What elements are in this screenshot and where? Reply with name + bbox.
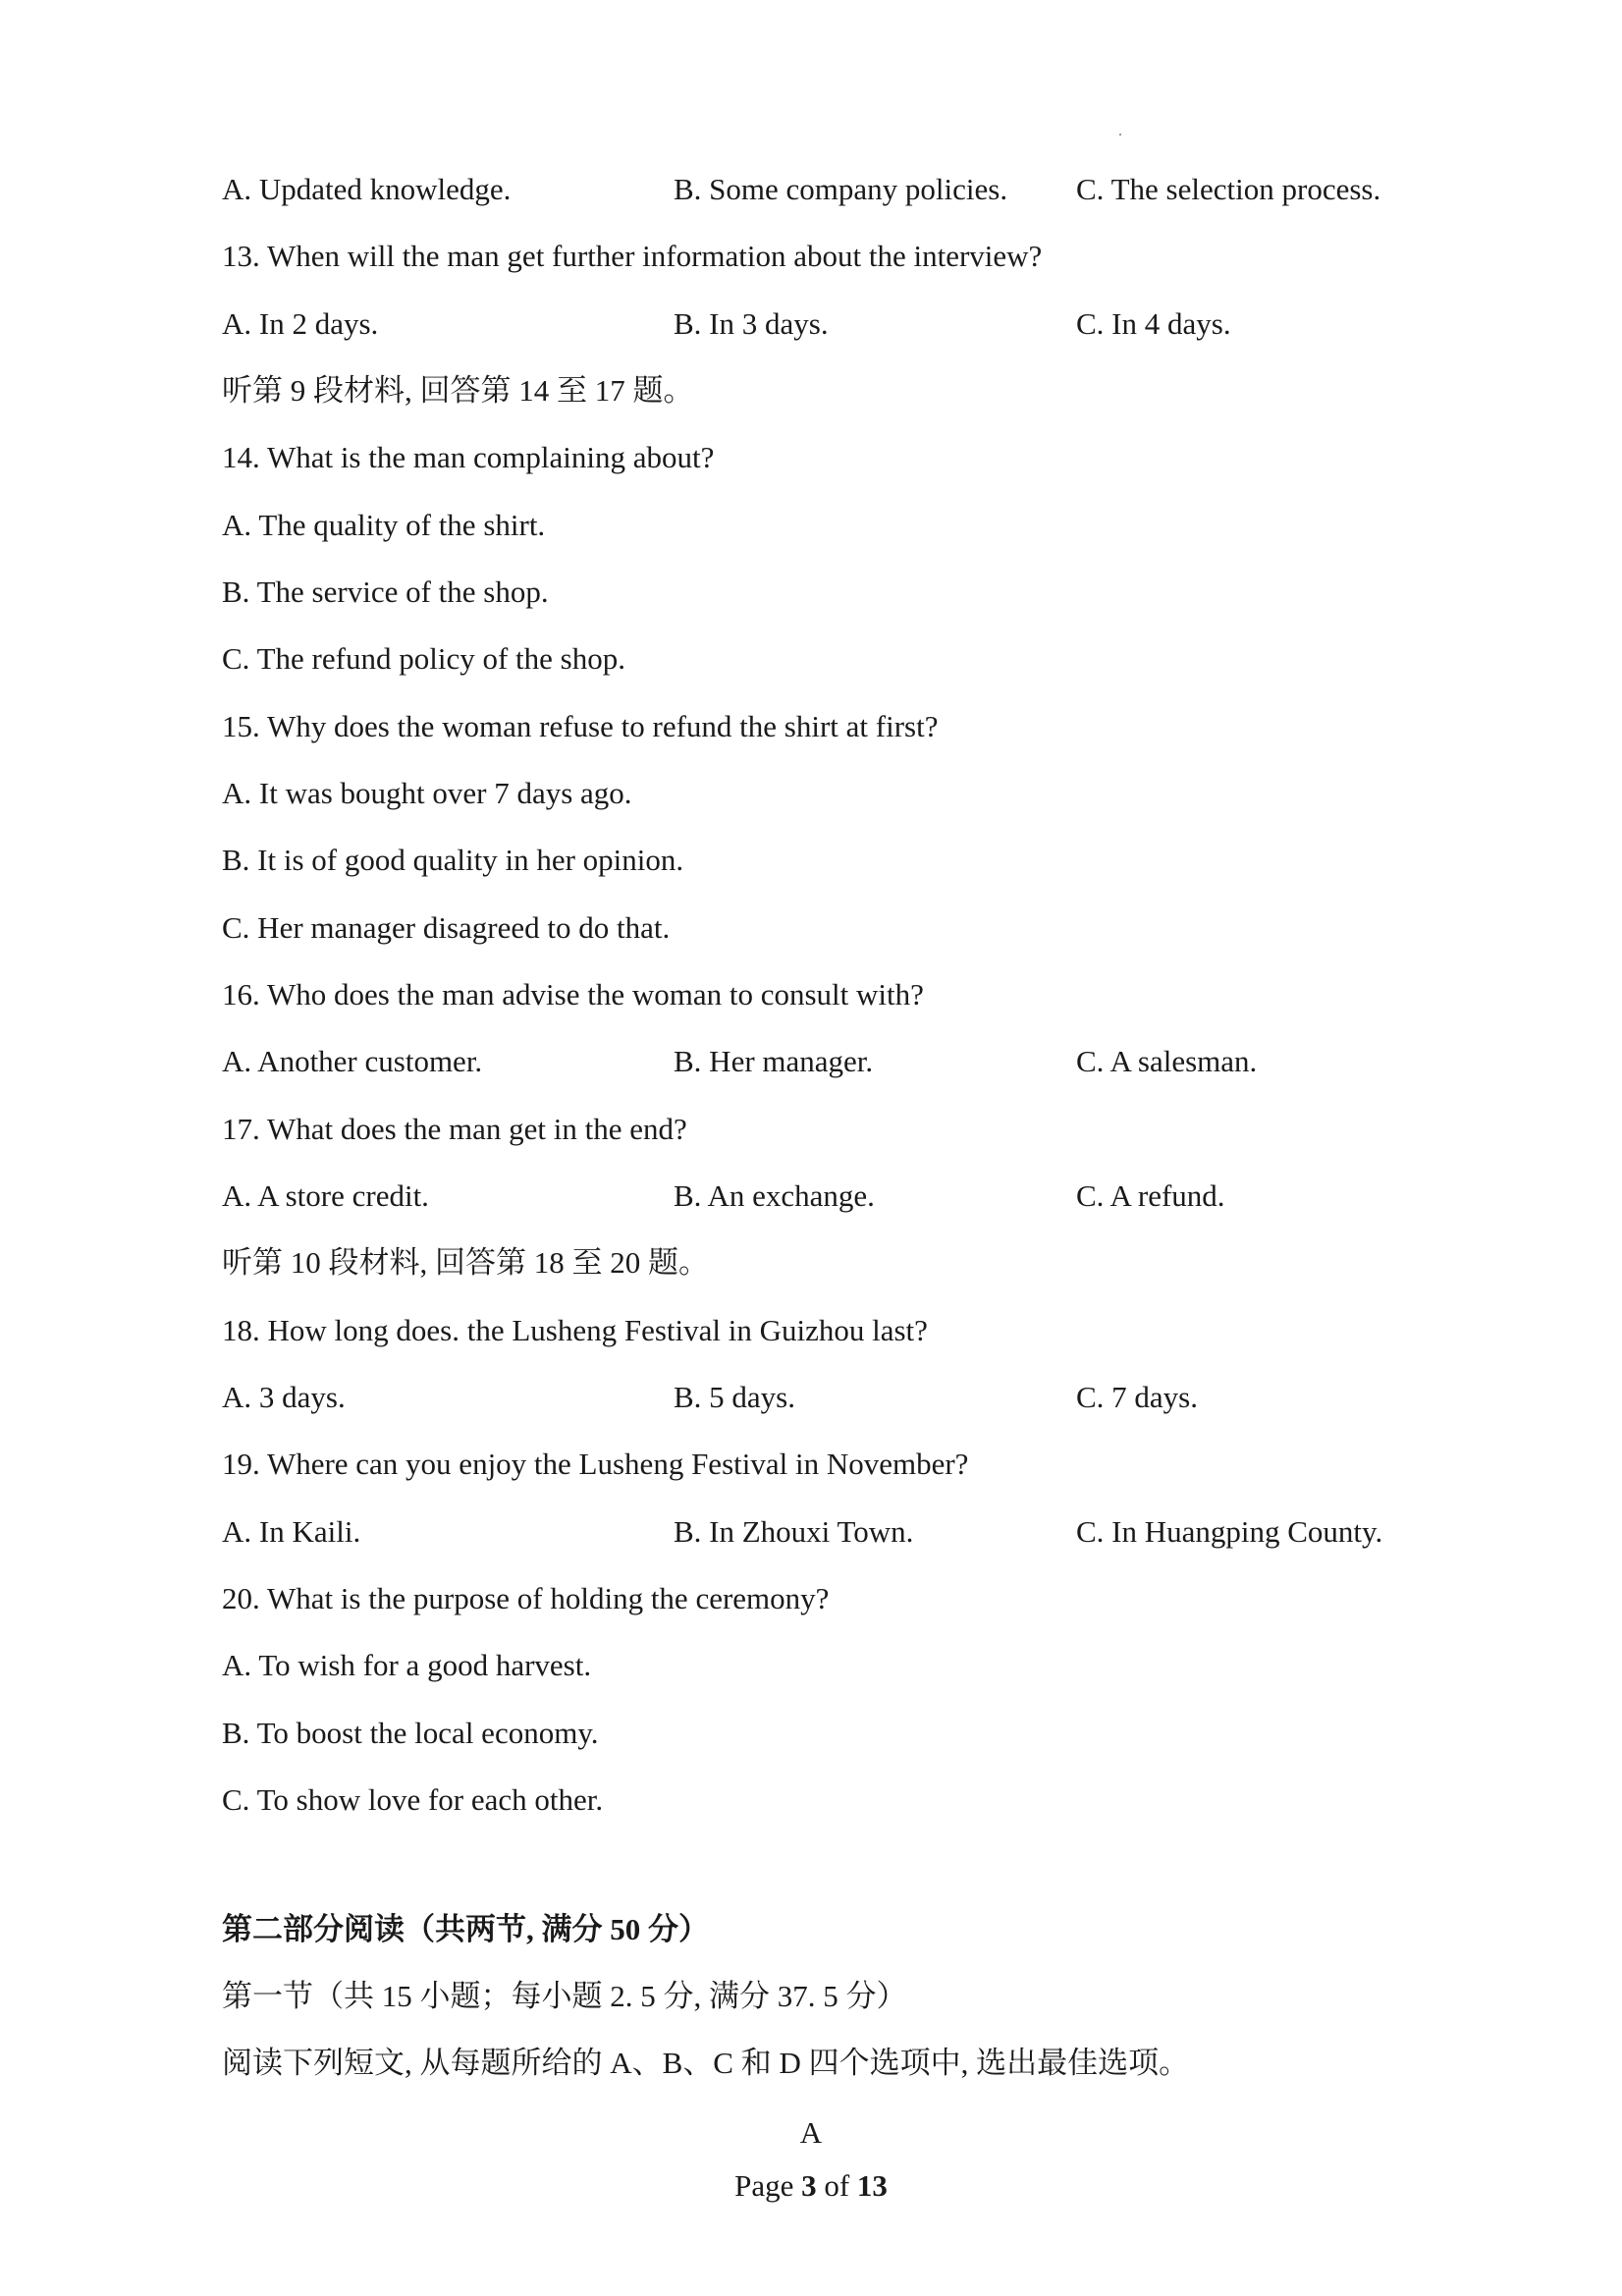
- section-1-heading: 第一节（共 15 小题；每小题 2. 5 分, 满分 37. 5 分）: [222, 1979, 907, 2013]
- page-footer: [0, 2166, 1622, 2206]
- page-number: 3: [801, 2168, 817, 2203]
- q15-question: 15. Why does the woman refuse to refund the shirt at first?: [222, 709, 939, 743]
- page-word: Page: [734, 2168, 794, 2203]
- q17-question: 17. What does the man get in the end?: [222, 1112, 687, 1146]
- section-9-instruction: 听第 9 段材料, 回答第 14 至 17 题。: [222, 373, 694, 408]
- q13-question: 13. When will the man get further information about the interview?: [222, 239, 1043, 273]
- q19-option-a: A. In Kaili.: [222, 1514, 361, 1549]
- q17-option-a: A. A store credit.: [222, 1178, 429, 1213]
- q14-option-a: A. The quality of the shirt.: [222, 508, 546, 542]
- scan-speck: [1119, 134, 1121, 136]
- q18-question: 18. How long does. the Lusheng Festival in Guizhou last?: [222, 1313, 928, 1347]
- section-10-instruction: 听第 10 段材料, 回答第 18 至 20 题。: [222, 1245, 709, 1280]
- q12-option-a: A. Updated knowledge.: [222, 172, 512, 206]
- q13-option-b: B. In 3 days.: [674, 306, 829, 341]
- q12-option-b: B. Some company policies.: [674, 172, 1008, 206]
- q19-option-c: C. In Huangping County.: [1076, 1514, 1383, 1549]
- part-2-heading: 第二部分阅读（共两节, 满分 50 分）: [222, 1912, 709, 1946]
- q20-question: 20. What is the purpose of holding the ceremony?: [222, 1581, 830, 1615]
- q18-option-b: B. 5 days.: [674, 1380, 795, 1414]
- q17-option-b: B. An exchange.: [674, 1178, 875, 1213]
- reading-instructions: 阅读下列短文, 从每题所给的 A、B、C 和 D 四个选项中, 选出最佳选项。: [222, 2046, 1190, 2080]
- q12-option-c: C. The selection process.: [1076, 172, 1381, 206]
- q14-question: 14. What is the man complaining about?: [222, 440, 715, 474]
- q20-option-a: A. To wish for a good harvest.: [222, 1648, 592, 1682]
- q16-option-b: B. Her manager.: [674, 1044, 874, 1078]
- q13-option-c: C. In 4 days.: [1076, 306, 1231, 341]
- q13-option-a: A. In 2 days.: [222, 306, 379, 341]
- q14-option-c: C. The refund policy of the shop.: [222, 641, 625, 676]
- q15-option-c: C. Her manager disagreed to do that.: [222, 910, 671, 945]
- passage-label: A: [799, 2115, 823, 2150]
- q18-option-a: A. 3 days.: [222, 1380, 346, 1414]
- of-word: of: [824, 2168, 850, 2203]
- q20-option-c: C. To show love for each other.: [222, 1782, 604, 1817]
- q19-question: 19. Where can you enjoy the Lusheng Festival in November?: [222, 1447, 969, 1481]
- q14-option-b: B. The service of the shop.: [222, 574, 549, 609]
- q16-option-a: A. Another customer.: [222, 1044, 483, 1078]
- q17-option-c: C. A refund.: [1076, 1178, 1225, 1213]
- q20-option-b: B. To boost the local economy.: [222, 1716, 599, 1750]
- q15-option-a: A. It was bought over 7 days ago.: [222, 776, 632, 810]
- q16-option-c: C. A salesman.: [1076, 1044, 1258, 1078]
- page-total: 13: [856, 2168, 888, 2203]
- q18-option-c: C. 7 days.: [1076, 1380, 1198, 1414]
- q15-option-b: B. It is of good quality in her opinion.: [222, 843, 684, 877]
- q16-question: 16. Who does the man advise the woman to consult with?: [222, 977, 924, 1011]
- q19-option-b: B. In Zhouxi Town.: [674, 1514, 914, 1549]
